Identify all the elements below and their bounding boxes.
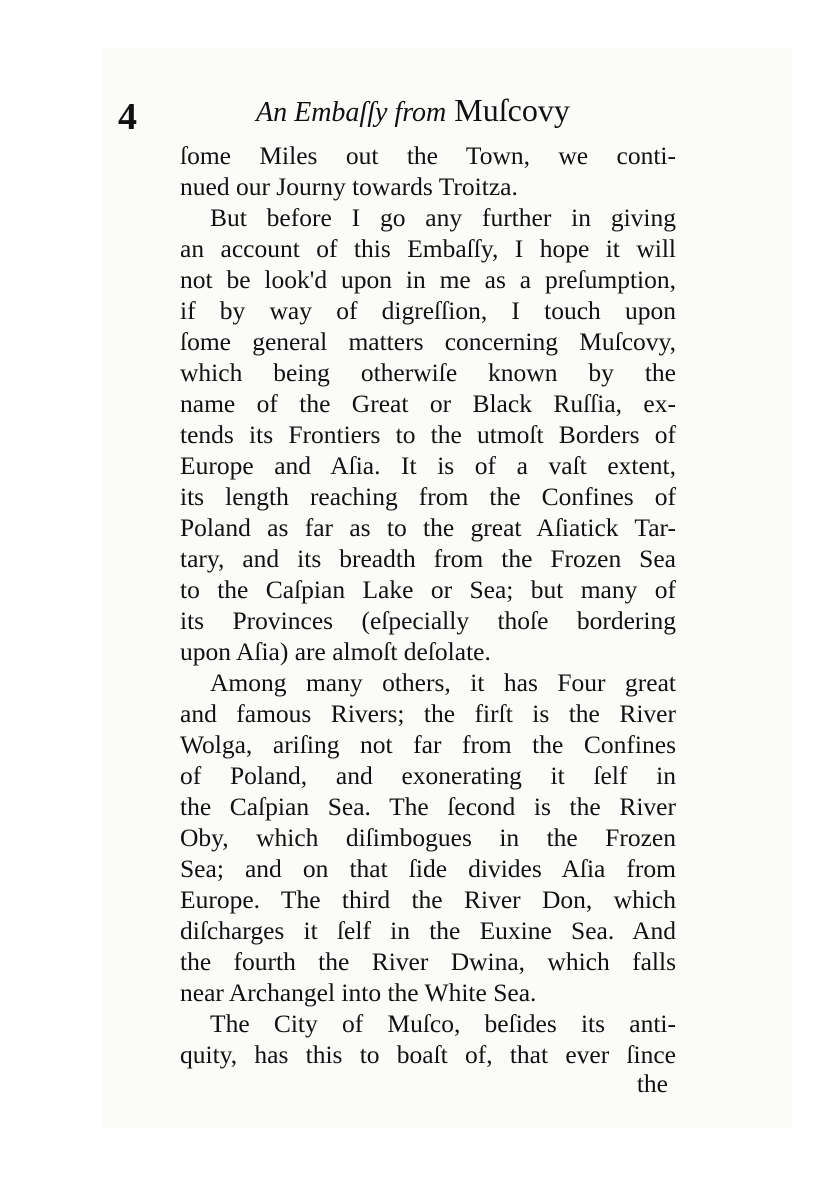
text-line: The City of Muſco, beſides its anti- (210, 1009, 676, 1038)
running-head-roman: Muſcovy (454, 92, 570, 128)
text-line: Europe and Aſia. It is of a vaſt extent, (180, 451, 676, 480)
text-line: Europe. The third the River Don, which (180, 885, 676, 914)
text-line: Oby, which diſimbogues in the Frozen (180, 823, 676, 852)
text-line: not be look'd upon in me as a preſumption, (180, 265, 676, 294)
text-line: to the Caſpian Lake or Sea; but many of (180, 575, 676, 604)
text-line: the fourth the River Dwina, which falls (180, 947, 676, 976)
text-line: the Caſpian Sea. The ſecond is the River (180, 792, 676, 821)
running-head-italic: An Embaſſy from (256, 97, 447, 128)
text-line: nued our Journy towards Troitza. (180, 172, 518, 201)
text-line: quity, has this to boaſt of, that ever ſince (180, 1040, 676, 1069)
text-line: ſome Miles out the Town, we conti- (180, 141, 676, 170)
text-line: which being otherwiſe known by the (180, 358, 676, 387)
text-line: of Poland, and exonerating it ſelf in (180, 761, 676, 790)
catchword: the (636, 1069, 668, 1098)
text-line: near Archangel into the White Sea. (180, 978, 537, 1007)
text-line: diſcharges it ſelf in the Euxine Sea. And (180, 916, 676, 945)
text-line: and famous Rivers; the firſt is the River (180, 699, 676, 728)
text-line: Poland as far as to the great Aſiatick Tar- (180, 513, 676, 542)
body-text (180, 140, 676, 1070)
page-number: 4 (118, 96, 137, 138)
running-head (256, 94, 570, 127)
text-line: Wolga, ariſing not far from the Confines (180, 730, 676, 759)
text-line: Among many others, it has Four great (210, 668, 676, 697)
text-line: But before I go any further in giving (210, 203, 676, 232)
text-line: if by way of digreſſion, I touch upon (180, 296, 676, 325)
text-line: an account of this Embaſſy, I hope it will (180, 234, 676, 263)
text-line: Sea; and on that ſide divides Aſia from (180, 854, 676, 883)
text-line: name of the Great or Black Ruſſia, ex- (180, 389, 676, 418)
text-line: ſome general matters concerning Muſcovy, (180, 327, 676, 356)
text-line: tends its Frontiers to the utmoſt Borders of (180, 420, 676, 449)
text-line: tary, and its breadth from the Frozen Sea (180, 544, 676, 573)
text-line: its length reaching from the Confines of (180, 482, 676, 511)
text-line: its Provinces (eſpecially thoſe bordering (180, 606, 676, 635)
text-line: upon Aſia) are almoſt deſolate. (180, 637, 491, 666)
